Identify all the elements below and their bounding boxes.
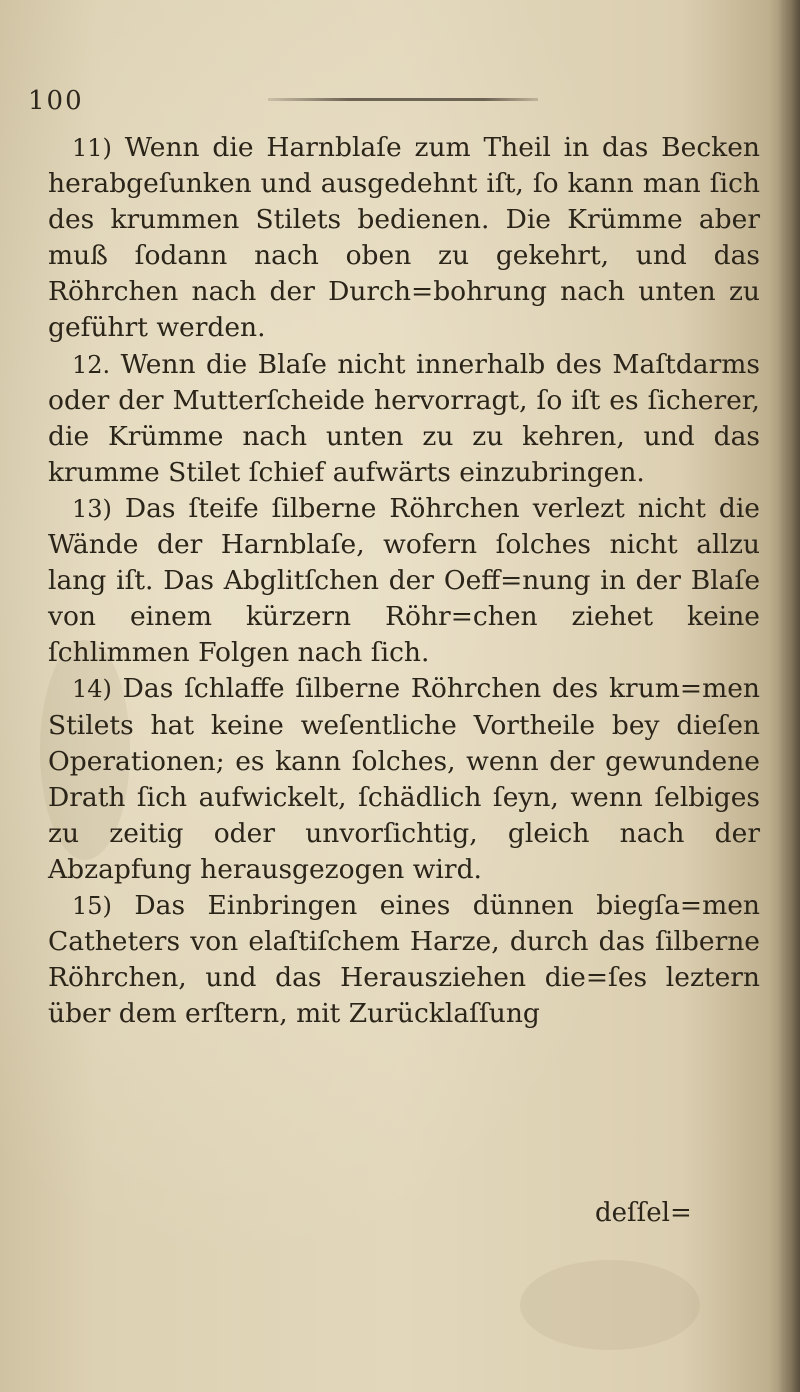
paragraph-15 bbox=[48, 888, 760, 1032]
paper-stain bbox=[520, 1260, 700, 1350]
paragraph-text: Wenn die Harnblaſe zum Theil in das Becken herabgeſunken und ausgedehnt iſt, ſo kann man ſich des krummen Stilets bedienen. Die Krümme aber muß ſodann nach oben zu gekehrt, und das Röhrchen nach der Durch=bohrung nach unten zu geführt werden. bbox=[48, 132, 760, 344]
page-number: 100 bbox=[28, 86, 84, 116]
header-rule bbox=[268, 98, 538, 101]
page-header bbox=[28, 86, 768, 126]
paragraph-13 bbox=[48, 491, 760, 671]
text-block bbox=[48, 130, 760, 1032]
paragraph-number: 14) bbox=[72, 675, 112, 704]
paragraph-text: Wenn die Blaſe nicht innerhalb des Maſtdarms oder der Mutterſcheide hervorragt, ſo iſt es ſicherer, die Krümme nach unten zu zu kehren, und das krumme Stilet ſchief aufwärts einzubringen. bbox=[48, 348, 760, 488]
paragraph-text: Das ſchlaffe ſilberne Röhrchen des krum=men Stilets hat keine weſentliche Vortheile bey dieſen Operationen; es kann ſolches, wenn der gewundene Drath ſich aufwickelt, ſchädlich ſeyn, wenn ſelbiges zu zeitig oder unvorſichtig, gleich nach der Abzapfung herausgezogen wird. bbox=[48, 673, 760, 885]
paragraph-number: 11) bbox=[72, 134, 112, 162]
paragraph-14 bbox=[48, 671, 760, 888]
paragraph-text: Das ſteife ſilberne Röhrchen verlezt nicht die Wände der Harnblaſe, wofern ſolches nicht allzu lang iſt. Das Abglitſchen der Oeff=nung in der Blaſe von einem kürzern Röhr=chen ziehet keine ſchlimmen Folgen nach ſich. bbox=[48, 492, 760, 669]
paragraph-number: 15) bbox=[72, 891, 112, 920]
paragraph-number: 12. bbox=[72, 350, 111, 379]
page-edge-shadow bbox=[778, 0, 800, 1392]
paragraph-12 bbox=[48, 347, 760, 491]
catchword: deſſel= bbox=[595, 1198, 692, 1228]
paragraph-11 bbox=[48, 130, 760, 347]
paragraph-text: Das Einbringen eines dünnen biegſa=men Catheters von elaſtiſchem Harze, durch das ſilberne Röhrchen, und das Herausziehen die=ſes leztern über dem erſtern, mit Zurücklaſſung bbox=[48, 889, 760, 1030]
paragraph-number: 13) bbox=[72, 494, 112, 523]
